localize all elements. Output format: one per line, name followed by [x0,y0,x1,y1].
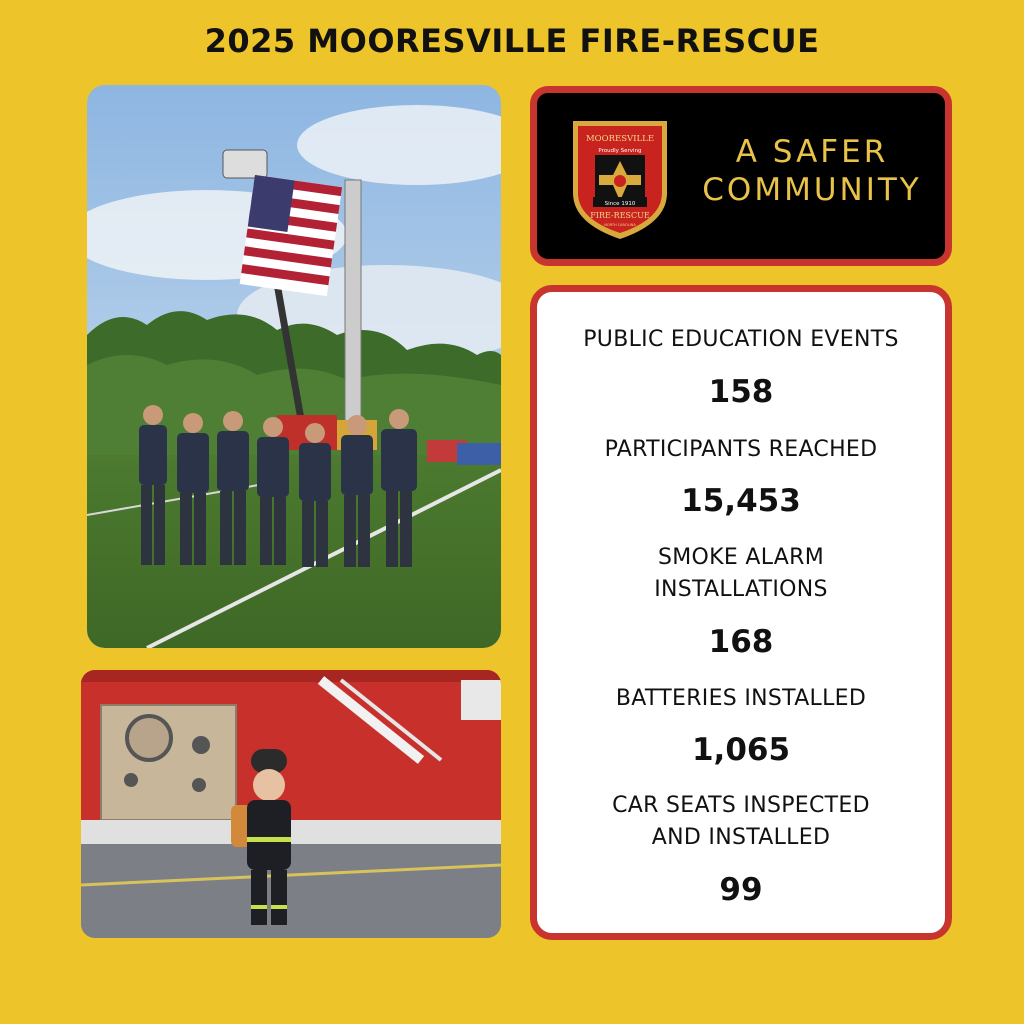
mooresville-fire-rescue-badge [565,115,675,243]
stat-value-public-education: 158 [708,374,774,410]
badge-state: NORTH CAROLINA [604,223,636,227]
stat-label-smoke-alarm: SMOKE ALARM INSTALLATIONS [654,545,828,602]
stats-panel [530,285,952,940]
stat-value-smoke-alarm: 168 [708,624,774,660]
badge-since: Since 1910 [604,201,636,207]
stat-label-car-seats: CAR SEATS INSPECTED AND INSTALLED [612,793,870,850]
tagline-line2: COMMUNITY [702,172,922,208]
firefighters-flag-photo [87,85,501,648]
badge-panel [530,86,952,266]
stat-value-batteries: 1,065 [691,732,791,768]
stat-label-batteries: BATTERIES INSTALLED [615,686,867,711]
child-firefighter-photo [81,670,501,938]
stat-label-public-education: PUBLIC EDUCATION EVENTS [583,327,899,352]
stat-value-car-seats: 99 [719,872,763,908]
badge-name-top: MOORESVILLE [585,134,655,144]
badge-motto: Proudly Serving [598,148,642,154]
tagline [687,133,937,209]
tagline-line1: A SAFER [735,134,889,170]
stat-value-participants: 15,453 [681,483,801,519]
badge-name-bottom: FIRE-RESCUE [590,211,650,220]
page-title: 2025 MOORESVILLE FIRE-RESCUE [204,22,820,60]
stat-label-participants: PARTICIPANTS REACHED [604,437,878,462]
